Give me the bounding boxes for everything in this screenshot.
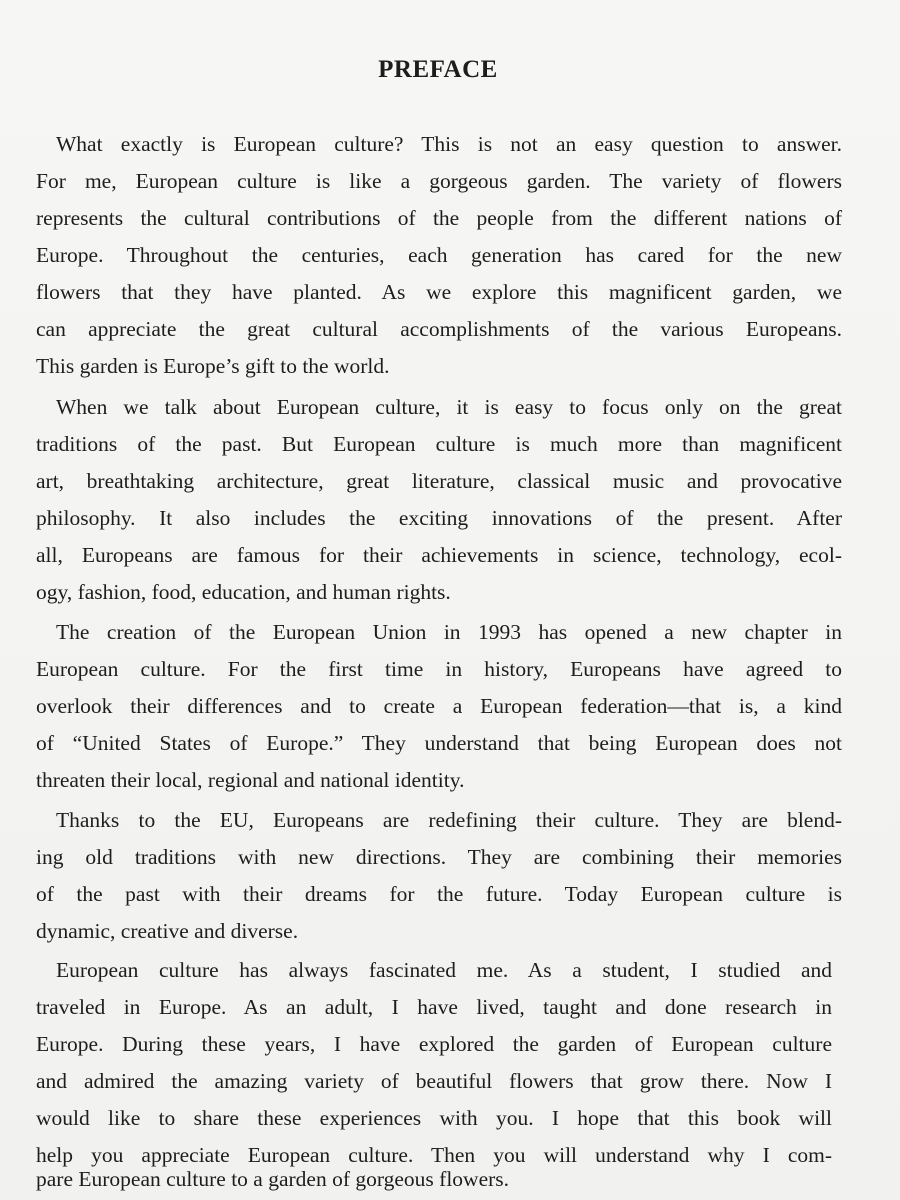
text-line: Thanks to the EU, Europeans are redefining their culture. They are blend- <box>56 808 842 832</box>
text-line: overlook their differences and to create a European federation—that is, a kind <box>36 694 842 718</box>
text-line: and admired the amazing variety of beautiful flowers that grow there. Now I <box>36 1069 832 1093</box>
text-line: flowers that they have planted. As we explore this magnificent garden, we <box>36 280 842 304</box>
page-title: PREFACE <box>378 56 498 83</box>
text-line: Europe. Throughout the centuries, each generation has cared for the new <box>36 243 842 267</box>
text-line: When we talk about European culture, it is easy to focus only on the great <box>56 395 842 419</box>
text-line: traveled in Europe. As an adult, I have lived, taught and done research in <box>36 995 832 1019</box>
text-line: philosophy. It also includes the exciting innovations of the present. After <box>36 506 842 530</box>
text-line: of the past with their dreams for the future. Today European culture is <box>36 882 842 906</box>
text-line: This garden is Europe’s gift to the world. <box>36 354 390 378</box>
text-line: art, breathtaking architecture, great literature, classical music and provocative <box>36 469 842 493</box>
text-line: dynamic, creative and diverse. <box>36 919 299 943</box>
text-line: pare European culture to a garden of gorgeous flowers. <box>36 1167 510 1191</box>
text-line: ogy, fashion, food, education, and human rights. <box>36 580 451 604</box>
text-line: European culture. For the first time in history, Europeans have agreed to <box>36 657 842 681</box>
text-line: threaten their local, regional and national identity. <box>36 768 465 792</box>
text-line: traditions of the past. But European culture is much more than magnificent <box>36 432 842 456</box>
text-line: The creation of the European Union in 1993 has opened a new chapter in <box>56 620 842 644</box>
text-line: What exactly is European culture? This is not an easy question to answer. <box>56 132 842 156</box>
text-line: would like to share these experiences with you. I hope that this book will <box>36 1106 832 1130</box>
text-line: all, Europeans are famous for their achievements in science, technology, ecol- <box>36 543 842 567</box>
text-line: For me, European culture is like a gorgeous garden. The variety of flowers <box>36 169 842 193</box>
text-line: ing old traditions with new directions. They are combining their memories <box>36 845 842 869</box>
text-line: help you appreciate European culture. Then you will understand why I com- <box>36 1143 832 1167</box>
text-line: of “United States of Europe.” They understand that being European does not <box>36 731 842 755</box>
text-line: represents the cultural contributions of the people from the different nations of <box>36 206 842 230</box>
text-line: can appreciate the great cultural accomplishments of the various Europeans. <box>36 317 842 341</box>
text-line: European culture has always fascinated me. As a student, I studied and <box>56 958 832 982</box>
text-line: Europe. During these years, I have explored the garden of European culture <box>36 1032 832 1056</box>
